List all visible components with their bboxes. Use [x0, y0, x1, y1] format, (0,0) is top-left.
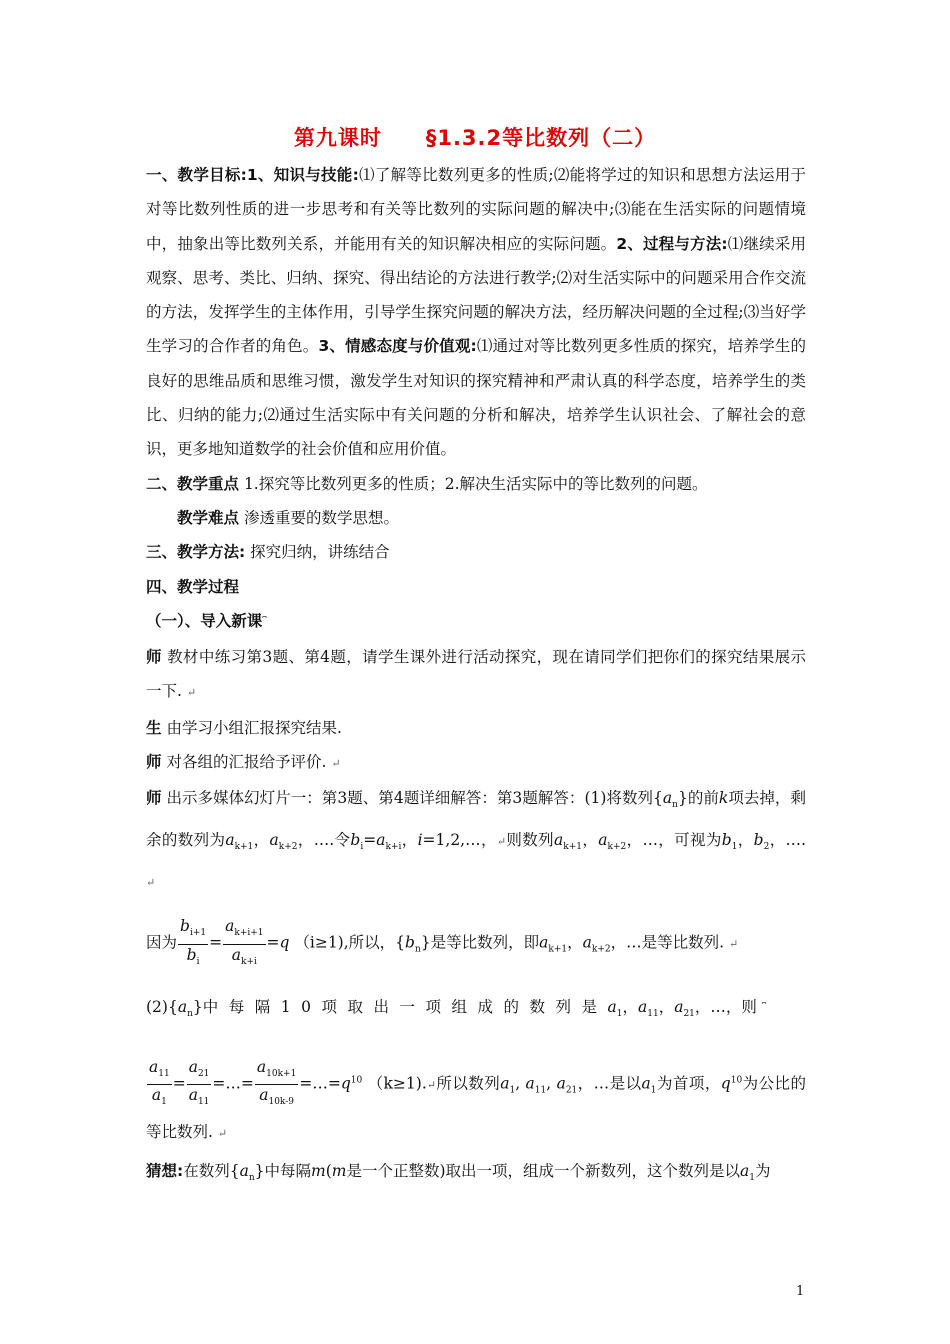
fraction-denominator — [147, 1085, 172, 1112]
math-var: a — [231, 945, 241, 964]
conjecture — [146, 1154, 806, 1195]
math-sub: 21 — [197, 1069, 210, 1080]
math-sub: 11 — [158, 1069, 170, 1080]
dialogue-text: 则数列 — [506, 830, 555, 849]
math-sub: i — [360, 841, 364, 852]
math-sup: 10 — [350, 1075, 363, 1086]
return-mark: ⎴ — [761, 1001, 767, 1015]
math-var: b — [180, 917, 190, 936]
teaching-process-heading: 四、教学过程 — [146, 577, 240, 596]
equals-sign: = — [209, 934, 223, 953]
math-sub: i+1 — [189, 928, 207, 939]
math-var: a — [256, 1058, 267, 1076]
math-var: a — [151, 1086, 162, 1105]
math-var: a — [674, 997, 684, 1016]
dialogue-text: ， — [253, 830, 270, 849]
ratio-chain-statement: $\frac{a_{11}}{a_1}$ = $\frac{a_{21}}{a_{11}}$ =…= $\frac{a_{10k+1}}{a_{10k-9}}$ $=\dots=q^{10}$ （k≥1).↵所以数列$a_1$, $a_{11}$, $a_{21}$，…是以$a_1$为首项，$q^{10}$为公比的等比数列. ↵ — [146, 1058, 806, 1142]
math-sub: 1 — [749, 1173, 756, 1184]
dialogue-text: ，…，可视为 — [626, 830, 722, 849]
math-sub: k+2 — [607, 841, 627, 852]
fraction-denominator — [187, 1085, 212, 1112]
dialogue-text: =1,2,…， — [422, 830, 497, 849]
intro-heading — [146, 604, 806, 640]
math-sub: 1 — [509, 1085, 516, 1096]
math-var: a — [500, 1074, 510, 1093]
math-sub: i — [196, 956, 200, 967]
math-var: a — [525, 1074, 535, 1093]
dialogue-text: 教材中练习第3题、第4题，请学生课外进行活动探究，现在请同学们把你们的探究结果展示一下. — [146, 648, 806, 701]
math-var: a — [556, 1074, 566, 1093]
math-sub: k+1 — [234, 841, 254, 852]
dialogue-text: = — [363, 830, 377, 849]
speaker-teacher: 师 — [146, 789, 162, 808]
dialogue-text: }的前 — [677, 789, 719, 808]
fraction-numerator — [147, 1057, 172, 1085]
dialogue-text: ，….令 — [297, 830, 351, 849]
intro-label: （一）、导入新课 — [146, 611, 263, 630]
math-sub: n — [248, 1173, 255, 1184]
statement-text: 为公比的等比数列. — [146, 1074, 806, 1142]
part-2-statement — [146, 990, 806, 1031]
focus-label: 二、教学重点 — [146, 474, 240, 493]
math-var: a — [149, 1058, 159, 1076]
speaker-teacher: 师 — [146, 648, 162, 667]
math-var: a — [376, 830, 386, 849]
math-sub: 1 — [731, 841, 738, 852]
math-sub: 11 — [197, 1097, 210, 1108]
statement-text: ，…，则 — [694, 997, 757, 1016]
fraction-general — [255, 1057, 298, 1112]
teaching-method — [146, 535, 806, 569]
math-sub: 11 — [534, 1085, 547, 1096]
math-var: q — [340, 1074, 351, 1093]
math-sub: 10k+1 — [266, 1069, 297, 1080]
math-var: a — [641, 1074, 651, 1093]
fraction-denominator — [178, 945, 208, 972]
page-number: 1 — [796, 1284, 805, 1299]
math-var: a — [598, 830, 608, 849]
math-var: a — [662, 789, 673, 808]
statement-text: 是一个正整数)取出一项，组成一个新数列，这个数列是以 — [346, 1162, 741, 1181]
dialogue-text: ， — [582, 830, 599, 849]
paragraph-mark: ↵ — [217, 1127, 228, 1141]
fraction-numerator — [187, 1057, 212, 1085]
math-var: b — [350, 830, 361, 849]
goal-1-heading: 1、知识与技能: — [246, 166, 359, 184]
math-var: q — [279, 934, 290, 953]
difficulty-label: 教学难点 — [177, 508, 240, 527]
math-var: a — [607, 997, 617, 1016]
dialogue-text: 项去掉，剩余的数列为 — [146, 789, 806, 849]
difficulty-text: 渗透重要的数学思想。 — [239, 508, 399, 527]
statement-text: ， — [658, 997, 675, 1016]
goals-heading: 一、教学目标: — [146, 166, 247, 184]
dialogue-text: 对各组的汇报给予评价. — [161, 753, 327, 772]
dialogue-teacher-1 — [146, 640, 806, 711]
math-var: a — [177, 997, 188, 1016]
statement-text: 所以数列 — [435, 1074, 501, 1093]
teaching-goals — [146, 158, 806, 467]
dialogue-teacher-3 — [146, 781, 806, 900]
math-sub: k+2 — [591, 945, 611, 956]
paragraph-mark: ↵ — [186, 686, 197, 700]
statement-text: 在数列{ — [183, 1162, 240, 1181]
statement-text: ， — [622, 997, 638, 1016]
math-sub: 21 — [683, 1008, 695, 1019]
statement-text: ( — [325, 1162, 332, 1181]
fraction-numerator — [255, 1057, 298, 1085]
dialogue-text: ， — [401, 830, 418, 849]
focus-text: 1.探究等比数列更多的性质；2.解决生活实际中的等比数列的问题。 — [239, 474, 708, 493]
statement-text: ， — [567, 934, 583, 953]
statement-text: }中每隔 — [254, 1162, 311, 1181]
math-var: a — [225, 917, 235, 936]
fraction-denominator — [255, 1085, 298, 1112]
math-var: b — [721, 830, 732, 849]
dialogue-teacher-2 — [146, 745, 806, 781]
statement-text: 中每隔10项取出一项组成的数列是 — [202, 997, 608, 1016]
statement-text: 为首项， — [656, 1074, 721, 1093]
math-var: k — [718, 789, 729, 808]
paragraph-mark: ↵ — [146, 876, 156, 890]
fraction-a11-a1 — [147, 1057, 172, 1112]
math-var: a — [582, 934, 592, 953]
document-body — [146, 158, 806, 1196]
statement-text: （i≥1),所以，{ — [294, 934, 406, 953]
statement-text: } — [192, 997, 203, 1016]
math-var: a — [637, 997, 648, 1016]
paragraph-mark: ↵ — [729, 938, 739, 952]
math-var: b — [753, 830, 764, 849]
fraction-numerator — [178, 916, 208, 944]
math-var: m — [311, 1162, 326, 1181]
fraction-a21-a11 — [187, 1057, 212, 1112]
fraction-numerator — [223, 916, 265, 944]
math-var: a — [188, 1086, 198, 1105]
math-sub: k+2 — [278, 841, 298, 852]
fraction-denominator — [223, 945, 265, 972]
method-label: 三、教学方法: — [146, 543, 246, 562]
math-var: q — [720, 1074, 731, 1093]
speaker-student: 生 — [146, 718, 162, 737]
dialogue-text: ，…. — [769, 830, 806, 849]
math-sub: k+1 — [563, 841, 582, 852]
math-sub: 2 — [763, 841, 770, 852]
fraction-a-ratio — [223, 916, 265, 971]
paragraph-mark: ↵ — [496, 834, 507, 848]
statement-text: 因为 — [146, 934, 178, 953]
statement-text: (2){ — [146, 997, 178, 1016]
teaching-difficulty — [146, 501, 806, 535]
dialogue-text: ， — [737, 830, 754, 849]
math-sub: 21 — [565, 1085, 578, 1096]
math-sub: k+i — [385, 841, 402, 852]
return-mark: ⎴ — [262, 615, 267, 629]
statement-text: }是等比数列，即 — [420, 934, 540, 953]
math-sup: 10 — [730, 1075, 743, 1086]
math-var: a — [225, 830, 235, 849]
goal-1-text: ⑴了解等比数列更多的性质;⑵能将学过的知识和思想方法运用于对等比数列性质的进一步思考和有关等比数列的实际问题的解决中;⑶能在生活实际的问题情境中，抽象出等比数列关系，并能用有关的知识解决相应的实际问题。 — [146, 166, 807, 253]
dialogue-text: 由学习小组汇报探究结果. — [161, 718, 342, 737]
math-var: b — [405, 934, 415, 953]
equals-chain: =…= — [212, 1074, 254, 1093]
statement-text: ，…是以 — [577, 1074, 642, 1093]
goal-2-heading: 2、过程与方法: — [616, 234, 728, 253]
math-sub: k+i — [240, 956, 257, 967]
math-var: a — [554, 830, 564, 849]
dialogue-student-1 — [146, 711, 806, 745]
equals-sign: = — [266, 934, 280, 953]
goal-3-text: ⑴通过对等比数列更多性质的探究，培养学生的良好的思维品质和思维习惯，激发学生对知识的探究精神和严肃认真的科学态度，培养学生的类比、归纳的能力;⑵通过生活实际中有关问题的分析和解决，培养学生认识社会、了解社会的意识，更多地知道数学的社会价值和应用价值。 — [146, 337, 806, 459]
statement-text: ，…是等比数列. — [610, 934, 725, 953]
math-sub: 11 — [647, 1008, 659, 1019]
goal-3-heading: 3、情感态度与价值观: — [318, 337, 477, 356]
math-var: a — [539, 934, 549, 953]
math-var: a — [740, 1162, 750, 1181]
paragraph-mark: ↵ — [426, 1078, 436, 1092]
math-sub: 1 — [161, 1097, 167, 1108]
math-var: a — [259, 1086, 269, 1105]
math-sub: n — [672, 800, 678, 811]
math-sub: 10k-9 — [268, 1097, 294, 1108]
conjecture-label: 猜想: — [146, 1162, 184, 1181]
math-sub: 1 — [616, 1008, 623, 1019]
equals-chain: =…= — [299, 1074, 341, 1093]
fraction-b-ratio — [178, 916, 208, 971]
math-var: b — [186, 945, 197, 964]
math-var: a — [269, 830, 279, 849]
dialogue-text: 出示多媒体幻灯片一：第3题、第4题详细解答：第3题解答：(1)将数列{ — [161, 789, 663, 808]
goal-2-text: ⑴继续采用观察、思考、类比、归纳、探究、得出结论的方法进行教学;⑵对生活实际中的问题采用合作交流的方法，发挥学生的主体作用，引导学生探究问题的解决方法，经历解决问题的全过程;⑶当好学生学习的合作者的角色。 — [146, 234, 806, 356]
math-sub: 1 — [650, 1085, 657, 1096]
math-var: a — [239, 1162, 249, 1181]
speaker-teacher: 师 — [146, 753, 162, 772]
teaching-focus — [146, 467, 806, 501]
math-var: a — [188, 1058, 198, 1076]
paragraph-mark: ↵ — [331, 757, 341, 771]
math-sub: n — [414, 945, 421, 956]
math-sub: n — [187, 1008, 193, 1019]
equals-sign: = — [172, 1074, 186, 1093]
math-sub: k+i+1 — [234, 928, 264, 939]
math-sub: k+1 — [548, 945, 568, 956]
method-text: 探究归纳，讲练结合 — [245, 543, 390, 562]
ratio-statement — [146, 916, 806, 971]
page-title: 第九课时 §1.3.2等比数列（二） — [293, 126, 657, 150]
statement-text: 为 — [755, 1162, 771, 1181]
math-var: i — [417, 830, 423, 849]
math-var: m — [331, 1162, 347, 1181]
statement-text: （k≥1). — [367, 1074, 427, 1093]
